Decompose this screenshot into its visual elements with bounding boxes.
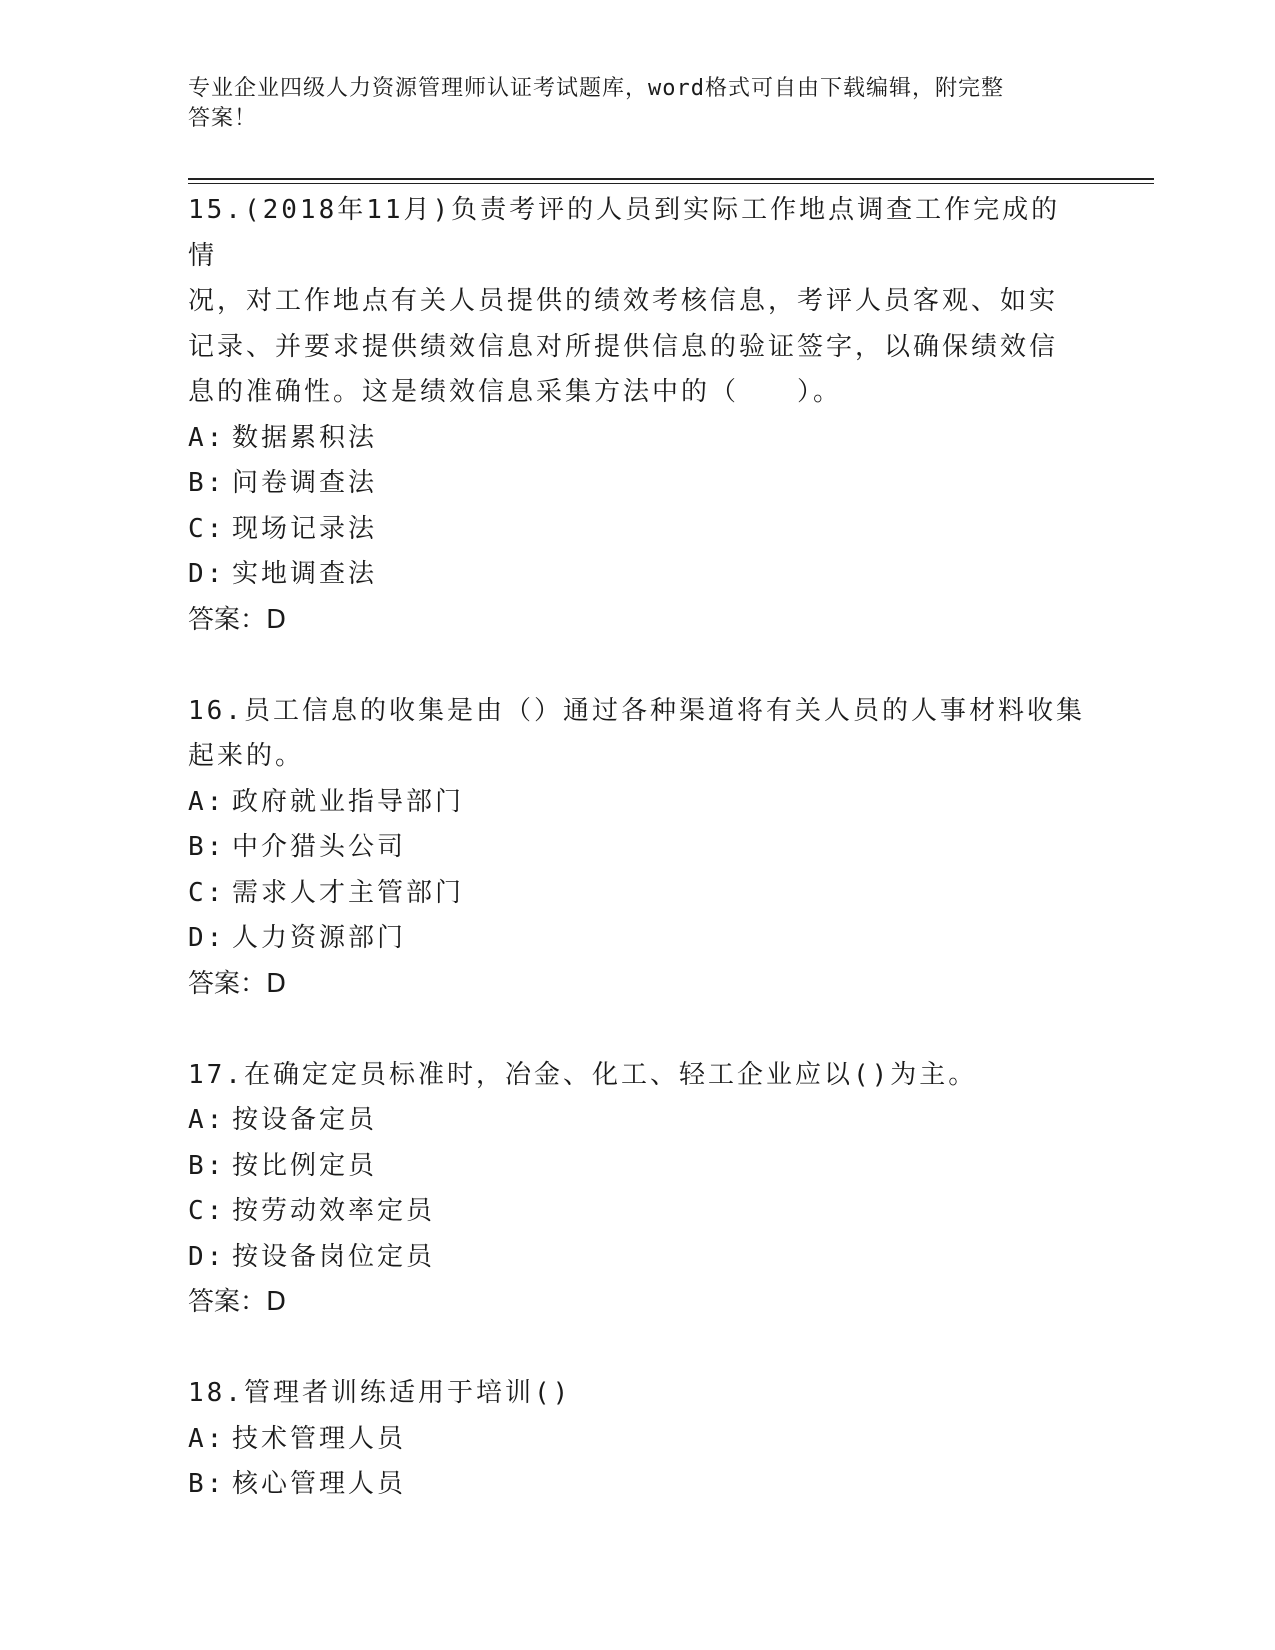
question-15 — [188, 188, 1088, 643]
option-key: D: — [188, 559, 226, 589]
option-a — [188, 1417, 1088, 1463]
option-a — [188, 780, 1088, 826]
option-b — [188, 1144, 1088, 1190]
question-stem-line: 16.员工信息的收集是由（）通过各种渠道将有关人员的人事材料收集 — [188, 695, 1085, 726]
option-key: C: — [188, 1196, 226, 1226]
option-text: 按比例定员 — [232, 1150, 378, 1181]
question-stem-line: 18.管理者训练适用于培训() — [188, 1378, 572, 1408]
option-b — [188, 461, 1088, 507]
option-c — [188, 871, 1088, 917]
option-key: B: — [188, 468, 226, 498]
question-spacer — [188, 1326, 1088, 1372]
option-text: 技术管理人员 — [232, 1423, 407, 1454]
header-divider-thick — [188, 178, 1154, 180]
option-key: B: — [188, 1469, 226, 1499]
answer-line: 答案：D — [188, 968, 287, 999]
option-c — [188, 1189, 1088, 1235]
option-d — [188, 1235, 1088, 1281]
option-text: 政府就业指导部门 — [232, 786, 465, 817]
option-text: 中介猎头公司 — [232, 832, 407, 862]
question-stem-line: 15.(2018年11月)负责考评的人员到实际工作地点调查工作完成的情 — [188, 195, 1061, 271]
option-text: 问卷调查法 — [232, 468, 378, 498]
document-header — [188, 74, 1068, 134]
option-text: 实地调查法 — [232, 559, 378, 589]
question-17 — [188, 1053, 1088, 1326]
option-text: 核心管理人员 — [232, 1469, 407, 1499]
option-key: B: — [188, 1150, 226, 1181]
option-key: D: — [188, 1241, 226, 1272]
answer-line: 答案：D — [188, 1287, 287, 1317]
option-key: A: — [188, 422, 226, 453]
option-b — [188, 825, 1088, 871]
option-d — [188, 552, 1088, 598]
question-stem-line: 况，对工作地点有关人员提供的绩效考核信息，考评人员客观、如实 — [188, 286, 1059, 316]
option-key: A: — [188, 1105, 226, 1135]
option-text: 按设备岗位定员 — [232, 1241, 436, 1272]
option-text: 按劳动效率定员 — [232, 1196, 436, 1226]
question-list — [188, 188, 1088, 1508]
header-line-1: 专业企业四级人力资源管理师认证考试题库，word格式可自由下载编辑，附完整 — [188, 76, 1004, 101]
question-stem-line: 17.在确定定员标准时，冶金、化工、轻工企业应以()为主。 — [188, 1059, 978, 1090]
answer-line: 答案：D — [188, 604, 287, 635]
option-text: 需求人才主管部门 — [232, 877, 465, 908]
question-stem-line: 起来的。 — [188, 741, 305, 771]
question-18 — [188, 1371, 1088, 1508]
question-spacer — [188, 1007, 1088, 1053]
option-key: C: — [188, 877, 226, 908]
option-text: 按设备定员 — [232, 1105, 378, 1135]
option-a — [188, 416, 1088, 462]
option-key: A: — [188, 1423, 226, 1454]
question-spacer — [188, 643, 1088, 689]
option-a — [188, 1098, 1088, 1144]
option-c — [188, 507, 1088, 553]
header-line-2: 答案！ — [188, 106, 258, 131]
option-text: 人力资源部门 — [232, 923, 407, 953]
question-16 — [188, 689, 1088, 1008]
question-stem-line: 记录、并要求提供绩效信息对所提供信息的验证签字，以确保绩效信 — [188, 331, 1059, 362]
option-text: 数据累积法 — [232, 422, 378, 453]
option-b — [188, 1462, 1088, 1508]
header-divider-thin — [188, 183, 1154, 184]
option-key: A: — [188, 786, 226, 817]
option-key: D: — [188, 923, 226, 953]
option-key: C: — [188, 513, 226, 544]
option-key: B: — [188, 832, 226, 862]
option-text: 现场记录法 — [232, 513, 378, 544]
question-stem-line: 息的准确性。这是绩效信息采集方法中的（ ）。 — [188, 377, 843, 407]
option-d — [188, 916, 1088, 962]
